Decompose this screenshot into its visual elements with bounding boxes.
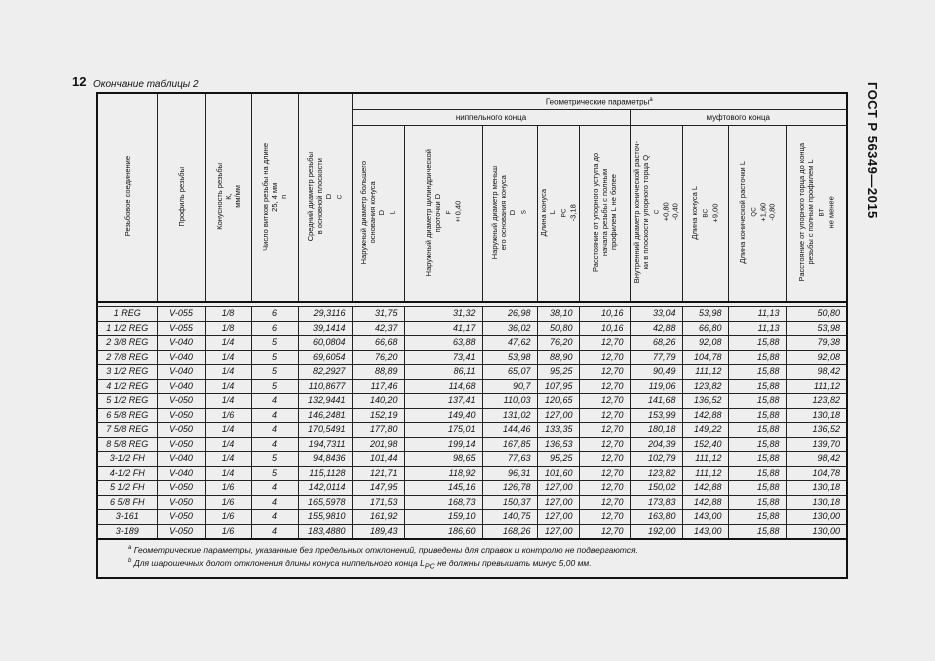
table-cell: 111,12 — [786, 379, 847, 394]
table-cell: 53,98 — [786, 321, 847, 336]
table-cell: 4 1/2 REG — [97, 379, 157, 394]
table-cell: 149,22 — [682, 423, 728, 438]
table-cell: 130,00 — [786, 524, 847, 539]
table-cell: V-050 — [157, 408, 205, 423]
table-cell: 175,01 — [404, 423, 482, 438]
table-cell: V-040 — [157, 466, 205, 481]
thread-parameters-table — [96, 92, 848, 579]
table-cell: 41,17 — [404, 321, 482, 336]
table-cell: 152,19 — [352, 408, 404, 423]
table-cell: 104,78 — [786, 466, 847, 481]
table-cell: 96,31 — [482, 466, 537, 481]
table-cell: 153,99 — [630, 408, 682, 423]
table-cell: 15,88 — [728, 510, 786, 525]
table-cell: 119,06 — [630, 379, 682, 394]
table-cell: 5 — [251, 350, 298, 365]
header-counterbore-length: Длина конической расточки L $_{QC}$ +1,60 -0,80 — [728, 126, 786, 303]
table-cell: 1 1/2 REG — [97, 321, 157, 336]
table-cell: 3-1/2 FH — [97, 452, 157, 467]
header-thread-profile: Профиль резьбы — [157, 93, 205, 302]
table-cell: 77,79 — [630, 350, 682, 365]
header-geometric-parameters: Геометрические параметры$^a$ — [352, 93, 847, 110]
table-cell: 38,10 — [537, 307, 579, 322]
table-cell: 1/6 — [205, 408, 251, 423]
table-cell: 130,18 — [786, 495, 847, 510]
table-cell: 53,98 — [682, 307, 728, 322]
table-cell: 1/4 — [205, 350, 251, 365]
table-cell: 168,26 — [482, 524, 537, 539]
header-box-cone-length: Длина конуса L $_{BC}$ +9,00 — [682, 126, 728, 303]
table-cell: 4 — [251, 394, 298, 409]
table-cell: 15,88 — [728, 524, 786, 539]
table-cell: 79,38 — [786, 336, 847, 351]
table-cell: 95,25 — [537, 452, 579, 467]
table-cell: 123,82 — [682, 379, 728, 394]
table-cell: 60,0804 — [298, 336, 352, 351]
header-box-end: муфтового конца — [630, 110, 847, 126]
table-cell: 199,14 — [404, 437, 482, 452]
table-cell: 3-161 — [97, 510, 157, 525]
table-cell: 155,9810 — [298, 510, 352, 525]
table-cell: 1 REG — [97, 307, 157, 322]
table-cell: 161,92 — [352, 510, 404, 525]
table-cell: 143,00 — [682, 510, 728, 525]
table-cell: 101,60 — [537, 466, 579, 481]
page-number: 12 — [72, 74, 87, 89]
header-large-cone-diameter: Наружный диаметр большего основания конуса D $_L$ — [352, 126, 404, 303]
table-cell: 73,41 — [404, 350, 482, 365]
table-cell: 145,16 — [404, 481, 482, 496]
table-row — [97, 423, 847, 438]
footnote-b: $^b$ Для шарошечных долот отклонения длины конуса ниппельного конца $L_{PC}$ не должны превышать минус 5,00 мм. — [128, 557, 592, 571]
document-standard-title: ГОСТ Р 56349—2015 — [865, 82, 880, 219]
table-cell: 98,65 — [404, 452, 482, 467]
table-cell: 15,88 — [728, 423, 786, 438]
table-cell: 130,00 — [786, 510, 847, 525]
table-cell: 141,68 — [630, 394, 682, 409]
table-cell: 150,02 — [630, 481, 682, 496]
table-cell: 98,42 — [786, 452, 847, 467]
header-pin-end: ниппельного конца — [352, 110, 630, 126]
table-cell: 76,20 — [537, 336, 579, 351]
table-cell: 4 — [251, 437, 298, 452]
table-cell: 171,53 — [352, 495, 404, 510]
table-cell: 12,70 — [579, 350, 630, 365]
table-cell: V-050 — [157, 524, 205, 539]
table-cell: 63,88 — [404, 336, 482, 351]
table-cell: 127,00 — [537, 495, 579, 510]
table-cell: 12,70 — [579, 466, 630, 481]
table-row — [97, 394, 847, 409]
table-cell: 6 5/8 REG — [97, 408, 157, 423]
table-cell: 36,02 — [482, 321, 537, 336]
table-cell: 68,26 — [630, 336, 682, 351]
table-cell: V-040 — [157, 452, 205, 467]
table-cell: 114,68 — [404, 379, 482, 394]
table-row — [97, 510, 847, 525]
table-row — [97, 350, 847, 365]
header-pitch-diameter: Средний диаметр резьбы в основной плоскости D $_С$ — [298, 93, 352, 302]
table-cell: 204,39 — [630, 437, 682, 452]
table-cell: 1/4 — [205, 437, 251, 452]
table-cell: 5 — [251, 336, 298, 351]
table-cell: 15,88 — [728, 394, 786, 409]
table-cell: V-040 — [157, 350, 205, 365]
table-cell: 69,6054 — [298, 350, 352, 365]
table-cell: 5 — [251, 466, 298, 481]
table-cell: V-050 — [157, 394, 205, 409]
table-cell: 201,98 — [352, 437, 404, 452]
table-cell: 142,88 — [682, 408, 728, 423]
table-cell: 98,42 — [786, 365, 847, 380]
table-cell: V-050 — [157, 437, 205, 452]
table-cell: 6 — [251, 321, 298, 336]
table-cell: 131,02 — [482, 408, 537, 423]
table-cell: 12,70 — [579, 423, 630, 438]
table-cell: 4 — [251, 524, 298, 539]
table-cell: 1/4 — [205, 466, 251, 481]
table-cell: 3-189 — [97, 524, 157, 539]
table-cell: 1/6 — [205, 495, 251, 510]
table-cell: 76,20 — [352, 350, 404, 365]
table-cell: V-050 — [157, 423, 205, 438]
table-cell: 3 1/2 REG — [97, 365, 157, 380]
table-cell: 1/8 — [205, 321, 251, 336]
header-thread-connection: Резьбовое соединение — [97, 93, 157, 302]
table-cell: 107,95 — [537, 379, 579, 394]
table-cell: 15,88 — [728, 495, 786, 510]
table-cell: 66,80 — [682, 321, 728, 336]
table-cell: 66,68 — [352, 336, 404, 351]
table-cell: 1/4 — [205, 423, 251, 438]
table-cell: 170,5491 — [298, 423, 352, 438]
table-row — [97, 379, 847, 394]
table-cell: 1/4 — [205, 365, 251, 380]
table-row — [97, 466, 847, 481]
header-taper: Конусность резьбы К, мм/мм — [205, 93, 251, 302]
table-cell: 92,08 — [786, 350, 847, 365]
table-cell: 183,4880 — [298, 524, 352, 539]
table-cell: 12,70 — [579, 495, 630, 510]
table-cell: 111,12 — [682, 365, 728, 380]
table-cell: 147,95 — [352, 481, 404, 496]
table-cell: 127,00 — [537, 408, 579, 423]
table-cell: 142,88 — [682, 495, 728, 510]
table-cell: 149,40 — [404, 408, 482, 423]
table-cell: 126,78 — [482, 481, 537, 496]
table-cell: V-050 — [157, 510, 205, 525]
table-cell: 136,52 — [682, 394, 728, 409]
table-cell: 77,63 — [482, 452, 537, 467]
table-row — [97, 524, 847, 539]
table-cell: V-040 — [157, 365, 205, 380]
table-cell: 12,70 — [579, 394, 630, 409]
table-cell: 110,8677 — [298, 379, 352, 394]
table-cell: 5 — [251, 452, 298, 467]
table-cell: 143,00 — [682, 524, 728, 539]
header-full-thread-distance: Расстояние от упорного торца до конца резьбы с полным профилем L $_{BT}$ не менее — [786, 126, 847, 303]
table-cell: 4 — [251, 423, 298, 438]
table-cell: 127,00 — [537, 524, 579, 539]
table-cell: 4 — [251, 408, 298, 423]
table-cell: V-050 — [157, 481, 205, 496]
table-cell: 130,18 — [786, 481, 847, 496]
table-cell: 189,43 — [352, 524, 404, 539]
table-cell: 111,12 — [682, 452, 728, 467]
table-cell: 133,35 — [537, 423, 579, 438]
table-cell: 6 — [251, 307, 298, 322]
table-row — [97, 321, 847, 336]
table-cell: 2 3/8 REG — [97, 336, 157, 351]
table-cell: 140,75 — [482, 510, 537, 525]
table-cell: 173,83 — [630, 495, 682, 510]
table-cell: 95,25 — [537, 365, 579, 380]
table-cell: 5 — [251, 365, 298, 380]
table-cell: 11,13 — [728, 307, 786, 322]
table-cell: 1/4 — [205, 394, 251, 409]
table-cell: 15,88 — [728, 481, 786, 496]
table-cell: 152,40 — [682, 437, 728, 452]
table-cell: 144,46 — [482, 423, 537, 438]
table-cell: 10,16 — [579, 307, 630, 322]
header-counterbore-diameter: Внутренний диаметр конической расточ- ки в плоскости упорного торца Q $_C$ +0,80 -0,40 — [630, 126, 682, 303]
table-cell: 8 5/8 REG — [97, 437, 157, 452]
table-cell: 165,5978 — [298, 495, 352, 510]
table-cell: 65,07 — [482, 365, 537, 380]
table-cell: 15,88 — [728, 452, 786, 467]
table-cell: 12,70 — [579, 365, 630, 380]
table-cell: 31,75 — [352, 307, 404, 322]
table-cell: 1/8 — [205, 307, 251, 322]
table-cell: 31,32 — [404, 307, 482, 322]
table-cell: 12,70 — [579, 408, 630, 423]
table-cell: 12,70 — [579, 336, 630, 351]
header-small-cone-diameter: Наружный диаметр меньш его основания конуса D $_S$ — [482, 126, 537, 303]
table-cell: 118,92 — [404, 466, 482, 481]
table-cell: 15,88 — [728, 379, 786, 394]
table-cell: 2 7/8 REG — [97, 350, 157, 365]
table-cell: 150,37 — [482, 495, 537, 510]
table-cell: 1/4 — [205, 452, 251, 467]
table-cell: 136,52 — [786, 423, 847, 438]
table-cell: 177,80 — [352, 423, 404, 438]
table-cell: 10,16 — [579, 321, 630, 336]
table-cell: 7 5/8 REG — [97, 423, 157, 438]
table-cell: 186,60 — [404, 524, 482, 539]
table-cell: 136,53 — [537, 437, 579, 452]
table-cell: 5 — [251, 379, 298, 394]
table-cell: 15,88 — [728, 336, 786, 351]
table-cell: 4-1/2 FH — [97, 466, 157, 481]
table-cell: 88,89 — [352, 365, 404, 380]
table-cell: V-040 — [157, 379, 205, 394]
table-cell: 146,2481 — [298, 408, 352, 423]
table-cell: 159,10 — [404, 510, 482, 525]
table-cell: 12,70 — [579, 437, 630, 452]
table-row — [97, 365, 847, 380]
table-cell: 42,88 — [630, 321, 682, 336]
table-cell: 12,70 — [579, 524, 630, 539]
table-cell: 50,80 — [537, 321, 579, 336]
table-cell: 120,65 — [537, 394, 579, 409]
table-cell: 102,79 — [630, 452, 682, 467]
table-footnotes — [97, 539, 847, 578]
table-cell: 15,88 — [728, 437, 786, 452]
header-relief-groove-diameter: Наружный диаметр цилиндрической проточки D $_F$ ±0,40 — [404, 126, 482, 303]
table-cell: 192,00 — [630, 524, 682, 539]
table-cell: 123,82 — [630, 466, 682, 481]
table-cell: 82,2927 — [298, 365, 352, 380]
table-row — [97, 437, 847, 452]
table-cell: 142,0114 — [298, 481, 352, 496]
table-cell: 15,88 — [728, 408, 786, 423]
table-row — [97, 307, 847, 322]
table-cell: 167,85 — [482, 437, 537, 452]
table-cell: 15,88 — [728, 365, 786, 380]
table-cell: 47,62 — [482, 336, 537, 351]
table-cell: 90,49 — [630, 365, 682, 380]
table-cell: 12,70 — [579, 481, 630, 496]
table-row — [97, 452, 847, 467]
table-cell: 111,12 — [682, 466, 728, 481]
table-continuation-caption: Окончание таблицы 2 — [93, 79, 199, 90]
table-cell: 117,46 — [352, 379, 404, 394]
table-cell: 101,44 — [352, 452, 404, 467]
table-row — [97, 336, 847, 351]
table-cell: V-040 — [157, 336, 205, 351]
table-cell: V-055 — [157, 307, 205, 322]
table-body — [97, 302, 847, 539]
table-cell: 4 — [251, 510, 298, 525]
table-cell: 1/6 — [205, 510, 251, 525]
table-cell: 42,37 — [352, 321, 404, 336]
table-cell: 5 1/2 REG — [97, 394, 157, 409]
table-cell: 123,82 — [786, 394, 847, 409]
table-cell: 4 — [251, 481, 298, 496]
table-cell: 5 1/2 FH — [97, 481, 157, 496]
table-cell: 194,7311 — [298, 437, 352, 452]
table-cell: 4 — [251, 495, 298, 510]
table-cell: 1/6 — [205, 524, 251, 539]
table-cell: 127,00 — [537, 481, 579, 496]
table-cell: 33,04 — [630, 307, 682, 322]
table-cell: 137,41 — [404, 394, 482, 409]
header-threads-per-inch: Число витков резьбы на длине 25, 4 мм n — [251, 93, 298, 302]
table-cell: 92,08 — [682, 336, 728, 351]
table-cell: 12,70 — [579, 452, 630, 467]
table-cell: 115,1128 — [298, 466, 352, 481]
table-cell: 1/6 — [205, 481, 251, 496]
table-cell: 180,18 — [630, 423, 682, 438]
table-cell: V-055 — [157, 321, 205, 336]
table-cell: 94,8436 — [298, 452, 352, 467]
table-cell: 127,00 — [537, 510, 579, 525]
table-cell: 130,18 — [786, 408, 847, 423]
table-cell: 140,20 — [352, 394, 404, 409]
table-cell: 26,98 — [482, 307, 537, 322]
table-cell: 39,1414 — [298, 321, 352, 336]
table-cell: 6 5/8 FH — [97, 495, 157, 510]
table-cell: 88,90 — [537, 350, 579, 365]
header-pin-cone-length: Длина конуса L $_{PC}$ -3,18 — [537, 126, 579, 303]
table-cell: 90,7 — [482, 379, 537, 394]
table-cell: 142,88 — [682, 481, 728, 496]
table-cell: 110,03 — [482, 394, 537, 409]
table-row — [97, 495, 847, 510]
table-cell: 12,70 — [579, 510, 630, 525]
table-cell: 86,11 — [404, 365, 482, 380]
header-shoulder-to-thread-distance: Расстояние от упорного уступа до начала резьбы с полным профилем L не более — [579, 126, 630, 303]
table-cell: 163,80 — [630, 510, 682, 525]
table-cell: V-050 — [157, 495, 205, 510]
table-cell: 104,78 — [682, 350, 728, 365]
footnote-a: $^a$ Геометрические параметры, указанные без предельных отклонений, приведены для справок и контролю не подвергаются. — [128, 544, 638, 555]
table-cell: 1/4 — [205, 379, 251, 394]
table-cell: 12,70 — [579, 379, 630, 394]
table-cell: 132,9441 — [298, 394, 352, 409]
table-cell: 15,88 — [728, 350, 786, 365]
table-cell: 53,98 — [482, 350, 537, 365]
table-cell: 50,80 — [786, 307, 847, 322]
table-row — [97, 481, 847, 496]
table-cell: 1/4 — [205, 336, 251, 351]
table-row — [97, 408, 847, 423]
table-cell: 168,73 — [404, 495, 482, 510]
table-cell: 29,3116 — [298, 307, 352, 322]
table-cell: 15,88 — [728, 466, 786, 481]
table-cell: 121,71 — [352, 466, 404, 481]
table-cell: 11,13 — [728, 321, 786, 336]
table-cell: 139,70 — [786, 437, 847, 452]
